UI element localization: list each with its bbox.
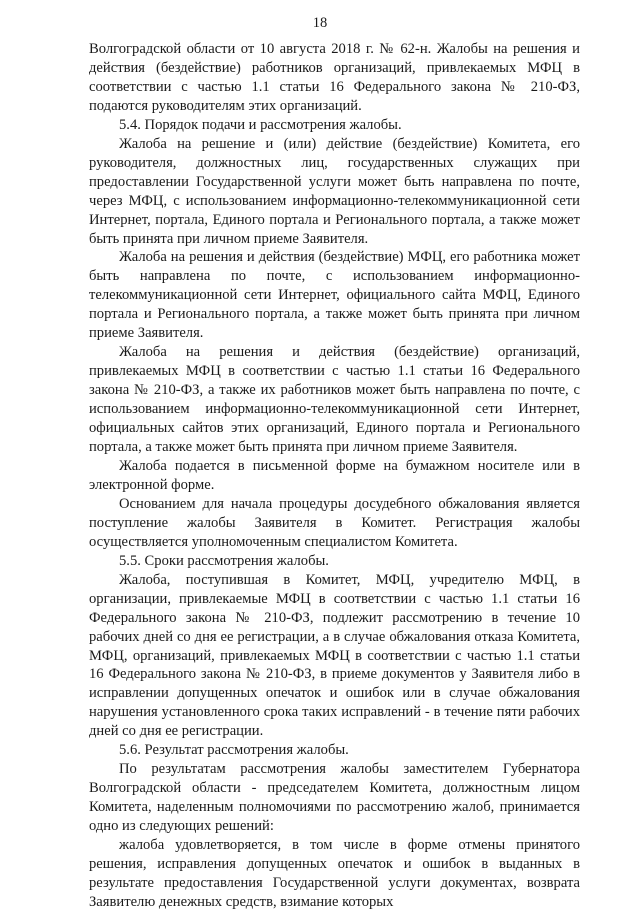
paragraph-review-terms: Жалоба, поступившая в Комитет, МФЦ, учредителю МФЦ, в организации, привлекаемые МФЦ в соответствии с частью 1.1 статьи 16 Федерального закона № 210-ФЗ, подлежит рассмотрению в течение 10 рабочих дней со дня ее регистрации, а в случае обжалования отказа Комитета, МФЦ, организаций, привлекаемых МФЦ в соответствии с частью 1.1 статьи 16 Федерального закона № 210-ФЗ, в приеме документов у Заявителя либо в исправлении допущенных опечаток и ошибок или в случае обжалования нарушения установленного срока таких исправлений - в течение пяти рабочих дней со дня ее регистрации. — [89, 571, 580, 740]
section-heading-5-6: 5.6. Результат рассмотрения жалобы. — [119, 742, 349, 759]
paragraph-complaint-committee: Жалоба на решение и (или) действие (бездействие) Комитета, его руководителя, должностных лиц, государственных служащих при предоставлении Государственной услуги может быть направлена по почте, через МФЦ, с использованием информационно-телекоммуникационной сети Интернет, портала, Единого портала и Регионального портала, а также может быть принята при личном приеме Заявителя. — [89, 135, 580, 247]
paragraph-complaint-mfc: Жалоба на решения и действия (бездействие) МФЦ, его работника может быть направлена по почте, с использованием информационно-телекоммуникационной сети Интернет, официального сайта МФЦ, Единого портала и Регионального портала, а также может быть принята при личном приеме Заявителя. — [89, 249, 580, 342]
paragraph-review-result: По результатам рассмотрения жалобы заместителем Губернатора Волгоградской области - председателем Комитета, должностным лицом Комитета, наделенным полномочиями по рассмотрению жалоб, принимается одно из следующих решений: — [89, 761, 580, 835]
document-body — [89, 40, 580, 912]
section-heading-5-4: 5.4. Порядок подачи и рассмотрения жалобы. — [119, 116, 402, 133]
paragraph-continuation: Волгоградской области от 10 августа 2018 г. № 62-н. Жалобы на решения и действия (бездействие) работников организаций, привлекаемых МФЦ в соответствии с частью 1.1 статьи 16 Федерального закона № 210-ФЗ, подаются руководителям этих организаций. — [89, 41, 580, 114]
page-number: 18 — [312, 15, 328, 31]
paragraph-complaint-satisfied: жалоба удовлетворяется, в том числе в форме отмены принятого решения, исправления допущенных опечаток и ошибок в выданных в результате предоставления Государственной услуги документах, возврата Заявителю денежных средств, взимание которых — [89, 837, 580, 910]
paragraph-complaint-form: Жалоба подается в письменной форме на бумажном носителе или в электронной форме. — [89, 457, 580, 493]
section-heading-5-5: 5.5. Сроки рассмотрения жалобы. — [119, 552, 329, 569]
paragraph-complaint-organizations: Жалоба на решения и действия (бездействие) организаций, привлекаемых МФЦ в соответствии с частью 1.1 статьи 16 Федерального закона № 210-ФЗ, а также их работников может быть направлена по почте, с использованием информационно-телекоммуникационной сети Интернет, официальных сайтов этих организаций, Единого портала и Регионального портала, а также может быть принята при личном приеме Заявителя. — [89, 344, 580, 456]
paragraph-procedure-basis: Основанием для начала процедуры досудебного обжалования является поступление жалобы Заявителя в Комитет. Регистрация жалобы осуществляется уполномоченным специалистом Комитета. — [89, 495, 580, 550]
